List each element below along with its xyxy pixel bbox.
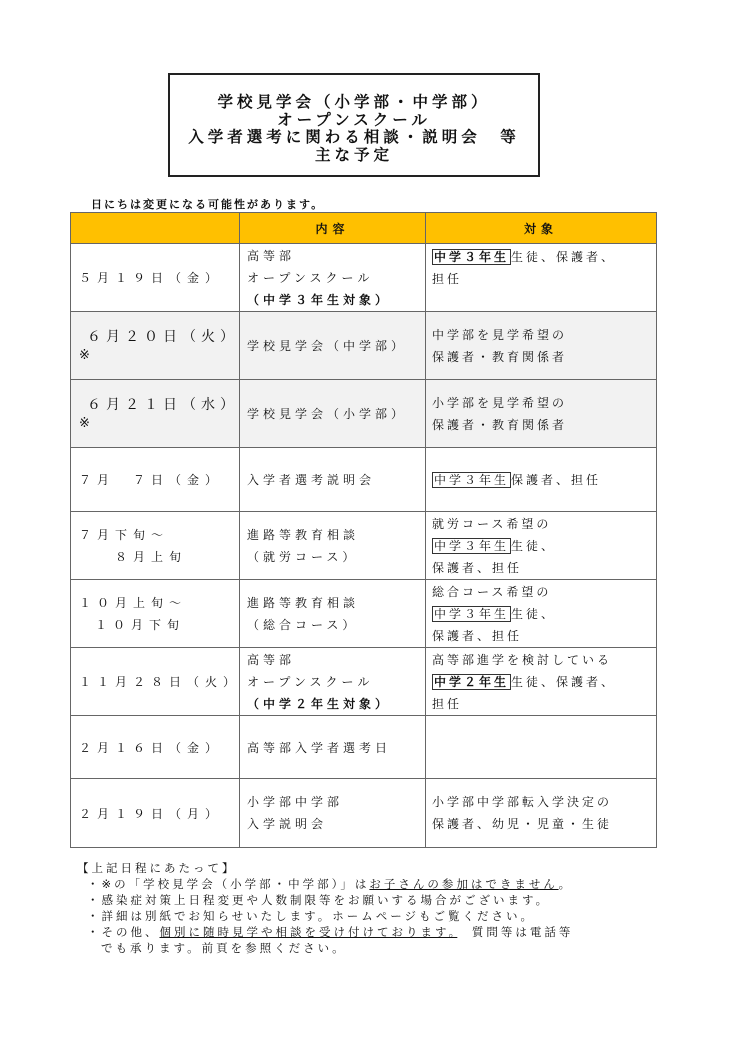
target-text: 中学部を見学希望の: [432, 327, 568, 342]
row-date: ７月 ７日（金）: [71, 448, 240, 512]
target-text: 生徒、: [511, 606, 557, 621]
row-target: [426, 312, 657, 380]
target-text: 生徒、: [511, 538, 557, 553]
content-line: 高等部: [247, 248, 296, 263]
target-text: 担任: [432, 272, 463, 286]
table-row: [71, 512, 657, 580]
date-text: ７月下旬～: [79, 527, 170, 542]
row-target: [426, 244, 657, 312]
table-row: [71, 580, 657, 648]
table-row: [71, 716, 657, 779]
target-text: 小学部を見学希望の: [432, 395, 568, 410]
row-target: [426, 448, 657, 512]
target-text: 担任: [432, 696, 463, 711]
row-content: [240, 580, 426, 648]
grade-box: 中学３年生: [434, 606, 510, 621]
date-text: ６月２０日（火）: [87, 328, 239, 345]
content-line: （総合コース）: [247, 617, 359, 632]
schedule-table: [70, 212, 657, 848]
date-text: ８月上旬: [115, 549, 188, 564]
row-content: [240, 512, 426, 580]
remarks-heading: 【上記日程にあたって】: [77, 861, 237, 875]
title-line-3: 入学者選考に関わる相談・説明会 等: [188, 128, 520, 146]
row-content: 入学者選考説明会: [240, 448, 426, 512]
row-date: [71, 312, 240, 380]
header-date: [71, 213, 240, 244]
table-row: [71, 312, 657, 380]
row-content: 学校見学会（中学部）: [240, 312, 426, 380]
row-target: [426, 580, 657, 648]
date-text: １０月上旬～: [79, 595, 188, 610]
target-text: 保護者、幼児・児童・生徒: [432, 817, 613, 831]
grade-box: 中学３年生: [434, 538, 510, 553]
content-line: （就労コース）: [247, 549, 359, 564]
row-date: [71, 580, 240, 648]
remark-item: [77, 876, 573, 892]
content-line: （中学２年生対象）: [247, 696, 392, 711]
row-date: [71, 380, 240, 448]
remark-text: 質問等は電話等: [457, 925, 574, 939]
note-mark: ※: [79, 347, 90, 363]
row-date: １１月２８日（火）: [71, 648, 240, 716]
row-content: [240, 779, 426, 848]
row-date: ５月１９日（金）: [71, 244, 240, 312]
remarks: [77, 860, 573, 956]
row-target: [426, 512, 657, 580]
row-target: [426, 648, 657, 716]
date-change-note: 日にちは変更になる可能性があります。: [91, 198, 325, 211]
target-text: 就労コース希望の: [432, 516, 552, 531]
remark-text: ・※の「学校見学会（小学部・中学部）」は: [87, 877, 370, 891]
content-line: 小学部中学部: [247, 795, 344, 809]
content-line: オープンスクール: [247, 270, 374, 285]
content-line: （中学３年生対象）: [247, 292, 392, 307]
target-text: 総合コース希望の: [432, 584, 552, 599]
grade-box: 中学３年生: [434, 250, 510, 264]
title-box: [168, 73, 540, 177]
remark-underline: 個別に随時見学や相談を受け付けております。: [159, 925, 458, 939]
table-row: [71, 448, 657, 512]
remark-item: でも承ります。前頁を参照ください。: [101, 941, 347, 955]
remark-item: [77, 924, 573, 940]
row-content: 学校見学会（小学部）: [240, 380, 426, 448]
row-target: [426, 716, 657, 779]
table-row: [71, 244, 657, 312]
row-date: [71, 512, 240, 580]
target-text: 保護者、担任: [432, 560, 523, 575]
title-line-2: オープンスクール: [277, 110, 431, 129]
content-line: 入学説明会: [247, 817, 328, 831]
table-row: [71, 648, 657, 716]
target-text: 保護者、担任: [511, 473, 602, 487]
row-date: ２月１６日（金）: [71, 716, 240, 779]
header-target: 対象: [426, 213, 657, 244]
row-target: [426, 380, 657, 448]
remark-text: ・その他、: [87, 925, 160, 939]
title-line-1: 学校見学会（小学部・中学部）: [217, 93, 491, 111]
table-row: [71, 779, 657, 848]
target-text: 保護者、担任: [432, 628, 523, 643]
table-header-row: [71, 213, 657, 244]
remark-item: ・詳細は別紙でお知らせいたします。ホームページもご覧ください。: [87, 909, 536, 923]
target-text: 生徒、保護者、: [511, 250, 617, 264]
target-text: 生徒、保護者、: [511, 674, 617, 689]
content-line: 高等部: [247, 652, 296, 667]
remark-text: 。: [558, 877, 574, 891]
target-text: 小学部中学部転入学決定の: [432, 795, 613, 809]
date-text: １０月下旬: [95, 617, 186, 632]
row-date: ２月１９日（月）: [71, 779, 240, 848]
row-content: [240, 648, 426, 716]
row-target: [426, 779, 657, 848]
remark-underline: お子さんの参加はできません: [369, 877, 559, 891]
grade-box: 中学３年生: [434, 473, 510, 487]
content-line: オープンスクール: [247, 674, 374, 689]
row-content: 高等部入学者選考日: [240, 716, 426, 779]
header-content: 内容: [240, 213, 426, 244]
row-content: [240, 244, 426, 312]
title-line-4: 主な予定: [314, 145, 393, 164]
date-text: ６月２１日（水）: [87, 396, 239, 413]
remark-item: ・感染症対策上日程変更や人数制限等をお願いする場合がございます。: [87, 893, 551, 907]
note-mark: ※: [79, 415, 90, 431]
content-line: 進路等教育相談: [247, 527, 360, 542]
target-text: 保護者・教育関係者: [432, 417, 568, 432]
target-text: 高等部進学を検討している: [432, 652, 613, 667]
grade-box: 中学２年生: [434, 674, 510, 689]
content-line: 進路等教育相談: [247, 595, 360, 610]
target-text: 保護者・教育関係者: [432, 349, 568, 364]
table-row: [71, 380, 657, 448]
